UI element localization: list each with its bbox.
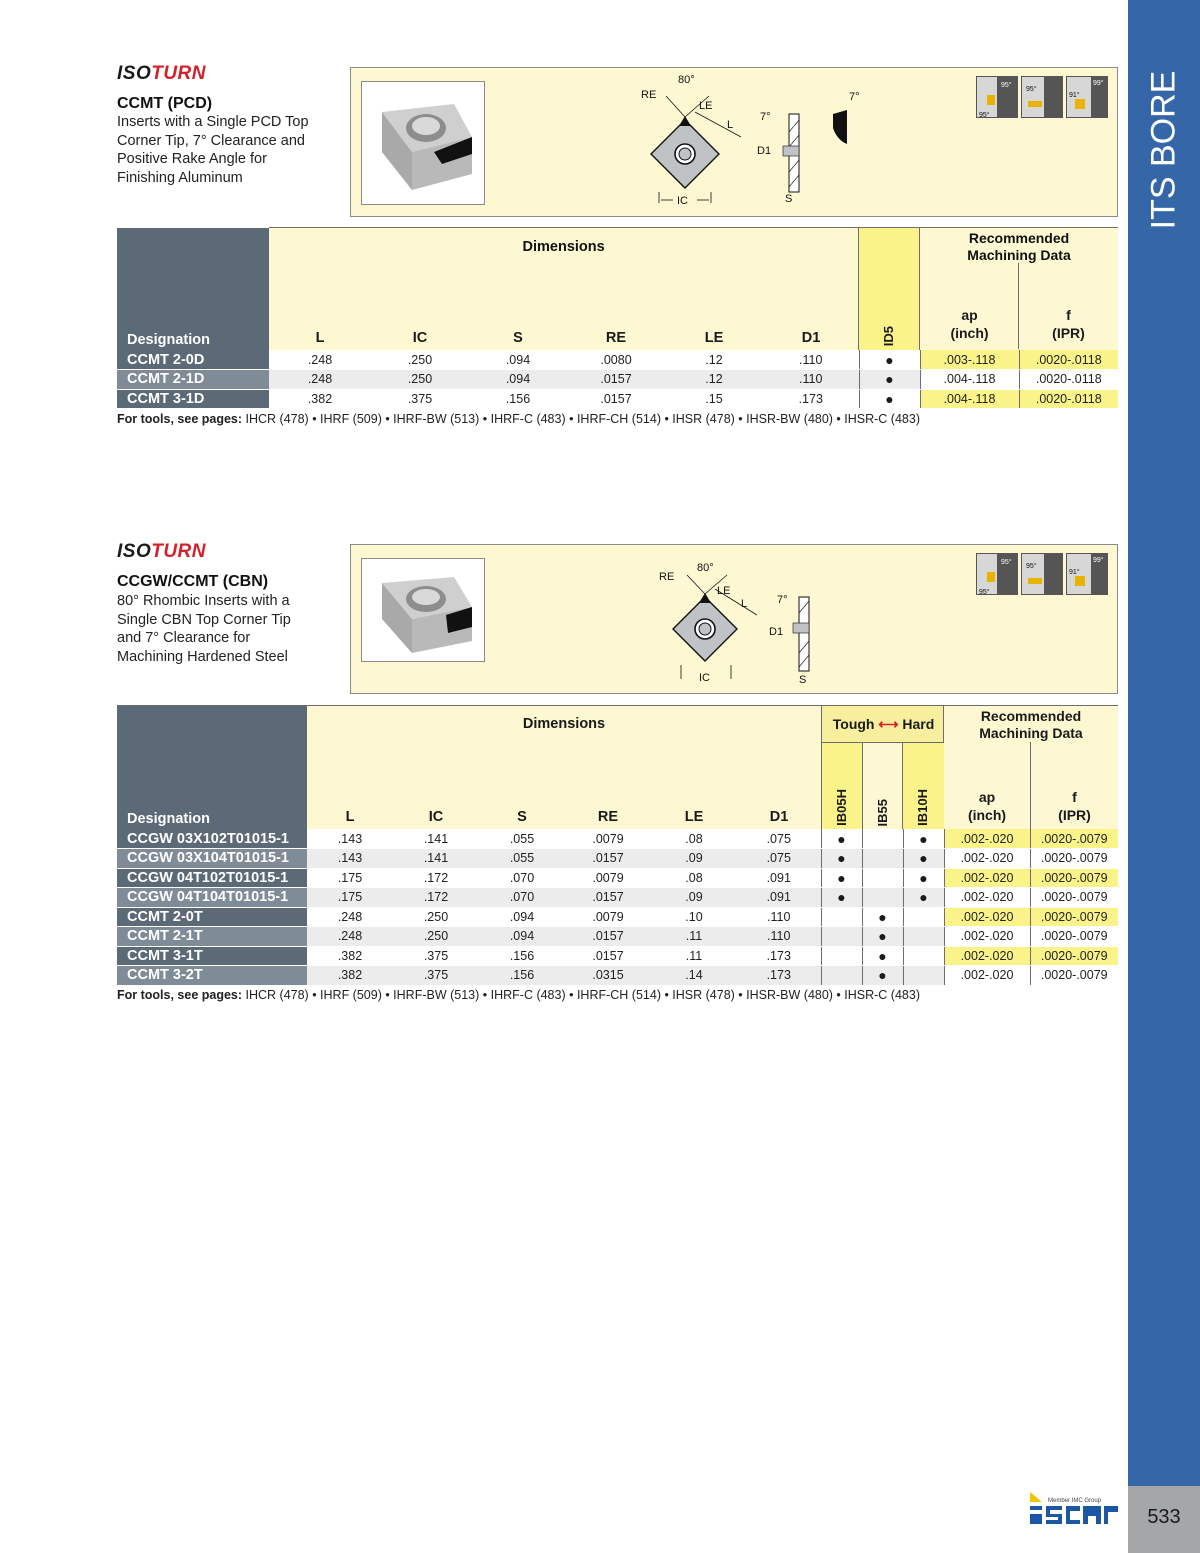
sidebar-title-text: ITS BORE <box>1144 70 1183 230</box>
isoturn-logo: ISOTURN <box>117 63 207 84</box>
cell-IC: .250 <box>371 350 469 370</box>
recommended-header-2: Recommended Machining Data <box>979 708 1083 741</box>
facing-icon-95 <box>1021 76 1063 118</box>
designation-cell: CCMT 2-1T <box>117 927 307 947</box>
designation-cell: CCMT 3-2T <box>117 966 307 986</box>
designation-cell: CCMT 2-1D <box>117 370 269 390</box>
recommended-header-cell-2 <box>944 706 1118 830</box>
f-header-2: f (IPR) <box>1058 789 1091 823</box>
cell-LE: .08 <box>651 868 737 888</box>
cell-LE: .11 <box>651 946 737 966</box>
cell-L: .382 <box>269 389 371 409</box>
cell-D1: .075 <box>737 849 821 869</box>
tools-footnote-1: For tools, see pages: IHCR (478) • IHRF (509) • IHRF-BW (513) • IHRF-C (483) • IHRF-CH (514) • IHSR (478) • IHSR-BW (480) • IHSR-C (483) <box>117 412 920 426</box>
svg-text:95°: 95° <box>1001 82 1012 89</box>
facing-icon-95-2 <box>1021 553 1063 595</box>
cell-D1: .173 <box>737 946 821 966</box>
grade-cell-IB55 <box>862 829 903 849</box>
designation-cell: CCMT 3-1T <box>117 946 307 966</box>
designation-cell: CCGW 04T104T01015-1 <box>117 888 307 908</box>
figure-panel-2 <box>350 544 1118 694</box>
re-label-2: RE <box>659 571 675 583</box>
cell-RE: .0157 <box>565 849 651 869</box>
d1-label-2: D1 <box>769 626 784 638</box>
designation-cell: CCMT 3-1D <box>117 389 269 409</box>
col-RE-2: RE <box>597 809 619 825</box>
cell-LE: .09 <box>651 849 737 869</box>
grade-cell-IB55: ● <box>862 946 903 966</box>
cell-S: .156 <box>479 946 565 966</box>
insert-photo <box>361 81 485 205</box>
grade-cell-IB10H: ● <box>903 888 944 908</box>
cell-f: .0020-.0118 <box>1019 350 1118 370</box>
table-row <box>117 946 1118 966</box>
grade-cell-IB05H: ● <box>821 868 862 888</box>
col-D1: D1 <box>801 330 821 346</box>
cell-RE: .0079 <box>565 829 651 849</box>
cell-LE: .09 <box>651 888 737 908</box>
cell-D1: .075 <box>737 829 821 849</box>
cell-f: .0020-.0079 <box>1030 829 1118 849</box>
clearance2-label: 7° <box>849 91 860 103</box>
spec-table-2-header <box>117 705 1118 829</box>
cell-RE: .0157 <box>567 370 665 390</box>
cell-LE: .11 <box>651 927 737 947</box>
recommended-header: Recommended Machining Data <box>920 228 1118 350</box>
svg-text:95°: 95° <box>1026 86 1037 93</box>
grade-cell-IB10H <box>903 907 944 927</box>
grade-header-IB10H: IB10H <box>903 742 944 830</box>
table-row <box>117 927 1118 947</box>
member-text: Member IMC Group <box>1048 1498 1102 1504</box>
svg-text:99°: 99° <box>1093 557 1104 564</box>
grade-cell-ID5: ● <box>859 389 920 409</box>
designation-header-cell-2 <box>117 706 307 830</box>
table-row <box>117 849 1118 869</box>
l-label-2: L <box>741 598 748 610</box>
double-arrow-icon: ⟷ <box>878 716 899 732</box>
cell-IC: .250 <box>393 907 479 927</box>
table-row <box>117 868 1118 888</box>
cell-ap: .002-.020 <box>944 829 1030 849</box>
svg-text:91°: 91° <box>1069 569 1080 576</box>
cell-RE: .0079 <box>565 907 651 927</box>
col-D1-2: D1 <box>769 809 789 825</box>
cell-L: .248 <box>269 350 371 370</box>
column-headers-1 <box>269 330 859 350</box>
table-row <box>117 829 1118 849</box>
col-LE-2: LE <box>684 809 704 825</box>
grade-cell-IB10H <box>903 966 944 986</box>
isoturn-logo-2: ISOTURN <box>117 541 207 562</box>
table-row <box>117 370 1118 390</box>
table-row <box>117 888 1118 908</box>
cell-S: .094 <box>479 907 565 927</box>
insert-dimension-drawing <box>621 72 861 212</box>
cell-RE: .0080 <box>567 350 665 370</box>
cell-ap: .002-.020 <box>944 927 1030 947</box>
cell-IC: .375 <box>371 389 469 409</box>
cell-LE: .12 <box>665 350 763 370</box>
cell-f: .0020-.0079 <box>1030 946 1118 966</box>
cell-L: .143 <box>307 849 393 869</box>
cell-RE: .0079 <box>565 868 651 888</box>
boring-icon-95-2 <box>976 553 1018 595</box>
grade-cell-IB10H: ● <box>903 829 944 849</box>
cell-IC: .250 <box>393 927 479 947</box>
ap-header-1: ap (inch) <box>950 307 989 341</box>
cell-D1: .110 <box>737 927 821 947</box>
cell-S: .055 <box>479 829 565 849</box>
ic-label: IC <box>677 195 688 207</box>
grade-cell-IB05H: ● <box>821 888 862 908</box>
angle-label: 80° <box>678 74 695 86</box>
product-description: Inserts with a Single PCD Top Corner Tip, 7° Clearance and Positive Rake Angle for Finishing Aluminum <box>117 114 309 187</box>
f-header-1: f (IPR) <box>1052 307 1085 341</box>
cell-f: .0020-.0118 <box>1019 389 1118 409</box>
grade-cell-IB55: ● <box>862 927 903 947</box>
grade-header-IB05H: IB05H <box>822 742 863 830</box>
cell-ap: .002-.020 <box>944 888 1030 908</box>
cell-S: .094 <box>469 350 567 370</box>
grade-cell-IB10H: ● <box>903 868 944 888</box>
le-label: LE <box>699 100 713 112</box>
cell-ap: .002-.020 <box>944 868 1030 888</box>
grade-cell-IB05H <box>821 946 862 966</box>
cell-IC: .141 <box>393 829 479 849</box>
clearance-label-2: 7° <box>777 594 788 606</box>
col-S-2: S <box>517 809 527 825</box>
iscar-logo <box>1028 1492 1120 1530</box>
insert-photo-2 <box>361 558 485 662</box>
col-RE: RE <box>605 330 627 346</box>
table-row <box>117 907 1118 927</box>
s-label-2: S <box>799 674 807 686</box>
designation-cell: CCMT 2-0T <box>117 907 307 927</box>
grade-cell-IB05H: ● <box>821 849 862 869</box>
hard-label: Hard <box>902 716 935 732</box>
designation-cell: CCGW 03X104T01015-1 <box>117 849 307 869</box>
cell-D1: .110 <box>763 350 859 370</box>
grade-cell-IB10H <box>903 927 944 947</box>
cell-D1: .091 <box>737 888 821 908</box>
profiling-icon-91-2 <box>1066 553 1108 595</box>
cell-IC: .375 <box>393 966 479 986</box>
grade-cell-IB05H: ● <box>821 829 862 849</box>
re-label: RE <box>641 89 657 101</box>
cell-RE: .0157 <box>565 888 651 908</box>
designation-cell: CCMT 2-0D <box>117 350 269 370</box>
ic-label-2: IC <box>699 672 710 684</box>
cell-ap: .003-.118 <box>920 350 1019 370</box>
cell-IC: .172 <box>393 868 479 888</box>
cell-S: .070 <box>479 868 565 888</box>
tough-label: Tough <box>832 716 875 732</box>
grade-cell-IB55 <box>862 849 903 869</box>
cell-L: .175 <box>307 868 393 888</box>
page-number: 533 <box>1147 1506 1181 1528</box>
grade-cell-IB10H <box>903 946 944 966</box>
grade-cell-IB05H <box>821 927 862 947</box>
tools-footnote-2: For tools, see pages: IHCR (478) • IHRF (509) • IHRF-BW (513) • IHRF-C (483) • IHRF-CH (514) • IHSR (478) • IHSR-BW (480) • IHSR-C (483) <box>117 988 920 1002</box>
cell-f: .0020-.0079 <box>1030 966 1118 986</box>
cell-LE: .08 <box>651 829 737 849</box>
toughness-header-cell <box>821 706 944 830</box>
cell-f: .0020-.0079 <box>1030 888 1118 908</box>
grade-cell-IB55: ● <box>862 907 903 927</box>
clearance-label: 7° <box>760 111 771 123</box>
ap-header-2: ap (inch) <box>967 789 1007 823</box>
product-title: CCMT (PCD) <box>117 95 213 112</box>
col-L: L <box>315 330 325 346</box>
cell-L: .382 <box>307 946 393 966</box>
boring-icon-95 <box>976 76 1018 118</box>
cell-S: .070 <box>479 888 565 908</box>
cell-LE: .12 <box>665 370 763 390</box>
product-description-2: 80° Rhombic Inserts with a Single CBN Top Corner Tip and 7° Clearance for Machining Hardened Steel <box>117 593 291 666</box>
cell-IC: .141 <box>393 849 479 869</box>
cell-S: .094 <box>479 927 565 947</box>
column-headers-2 <box>307 809 821 825</box>
cell-L: .248 <box>269 370 371 390</box>
cell-f: .0020-.0079 <box>1030 907 1118 927</box>
toughness-scale <box>822 716 945 733</box>
cell-D1: .173 <box>737 966 821 986</box>
table-row <box>117 966 1118 986</box>
svg-text:95°: 95° <box>979 589 990 595</box>
grade-cell-IB55 <box>862 868 903 888</box>
l-label: L <box>727 119 734 131</box>
cell-ap: .002-.020 <box>944 849 1030 869</box>
cell-IC: .375 <box>393 946 479 966</box>
cell-LE: .10 <box>651 907 737 927</box>
grade-cell-IB05H <box>821 907 862 927</box>
cell-RE: .0157 <box>565 946 651 966</box>
grade-cell-IB55: ● <box>862 966 903 986</box>
svg-text:95°: 95° <box>979 112 990 118</box>
svg-text:95°: 95° <box>1001 559 1012 566</box>
cell-RE: .0157 <box>567 389 665 409</box>
cell-L: .382 <box>307 966 393 986</box>
cell-ap: .004-.118 <box>920 389 1019 409</box>
cell-ap: .002-.020 <box>944 907 1030 927</box>
dimensions-header: Dimensions <box>269 228 858 350</box>
svg-text:99°: 99° <box>1093 80 1104 87</box>
cell-S: .055 <box>479 849 565 869</box>
profiling-icon-91 <box>1066 76 1108 118</box>
grade-header-ID5: ID5 <box>858 228 919 350</box>
cell-S: .094 <box>469 370 567 390</box>
cell-D1: .110 <box>737 907 821 927</box>
cell-S: .156 <box>479 966 565 986</box>
grade-cell-IB10H: ● <box>903 849 944 869</box>
spec-table-2-body <box>117 829 1118 986</box>
grade-cell-ID5: ● <box>859 350 920 370</box>
cell-RE: .0157 <box>565 927 651 947</box>
table-row <box>117 350 1118 370</box>
designation-header-2: Designation <box>127 811 210 827</box>
cell-f: .0020-.0079 <box>1030 868 1118 888</box>
cell-IC: .172 <box>393 888 479 908</box>
operation-icons <box>976 76 1108 118</box>
insert-photo-image-2 <box>362 559 484 661</box>
cell-LE: .14 <box>651 966 737 986</box>
dimensions-header-2: Dimensions <box>522 716 606 732</box>
grade-header-IB55: IB55 <box>863 742 903 830</box>
cell-S: .156 <box>469 389 567 409</box>
cell-f: .0020-.0079 <box>1030 927 1118 947</box>
col-LE: LE <box>704 330 724 346</box>
col-IC-2: IC <box>428 809 444 825</box>
cell-L: .248 <box>307 907 393 927</box>
cell-ap: .002-.020 <box>944 946 1030 966</box>
product-title-2: CCGW/CCMT (CBN) <box>117 573 269 590</box>
s-label: S <box>785 193 793 205</box>
le-label-2: LE <box>717 585 731 597</box>
col-IC: IC <box>412 330 428 346</box>
insert-dimension-drawing-2 <box>651 549 831 689</box>
sidebar-title <box>1128 60 1200 240</box>
cell-L: .248 <box>307 927 393 947</box>
cell-ap: .002-.020 <box>944 966 1030 986</box>
insert-photo-image <box>362 82 484 204</box>
cell-RE: .0315 <box>565 966 651 986</box>
col-L-2: L <box>345 809 355 825</box>
cell-f: .0020-.0118 <box>1019 370 1118 390</box>
table-row <box>117 389 1118 409</box>
cell-f: .0020-.0079 <box>1030 849 1118 869</box>
svg-text:91°: 91° <box>1069 92 1080 99</box>
figure-panel <box>350 67 1118 217</box>
designation-cell: CCGW 03X102T01015-1 <box>117 829 307 849</box>
designation-header: Designation <box>117 228 269 350</box>
grade-cell-IB05H <box>821 966 862 986</box>
cell-D1: .091 <box>737 868 821 888</box>
spec-table-1-body <box>117 350 1118 409</box>
cell-D1: .173 <box>763 389 859 409</box>
d1-label: D1 <box>757 145 772 157</box>
cell-IC: .250 <box>371 370 469 390</box>
operation-icons-2 <box>976 553 1108 595</box>
svg-text:95°: 95° <box>1026 563 1037 570</box>
grade-cell-ID5: ● <box>859 370 920 390</box>
grade-cell-IB55 <box>862 888 903 908</box>
col-S: S <box>513 330 523 346</box>
cell-D1: .110 <box>763 370 859 390</box>
angle-label-2: 80° <box>697 562 714 574</box>
cell-ap: .004-.118 <box>920 370 1019 390</box>
designation-cell: CCGW 04T102T01015-1 <box>117 868 307 888</box>
cell-LE: .15 <box>665 389 763 409</box>
cell-L: .175 <box>307 888 393 908</box>
cell-L: .143 <box>307 829 393 849</box>
